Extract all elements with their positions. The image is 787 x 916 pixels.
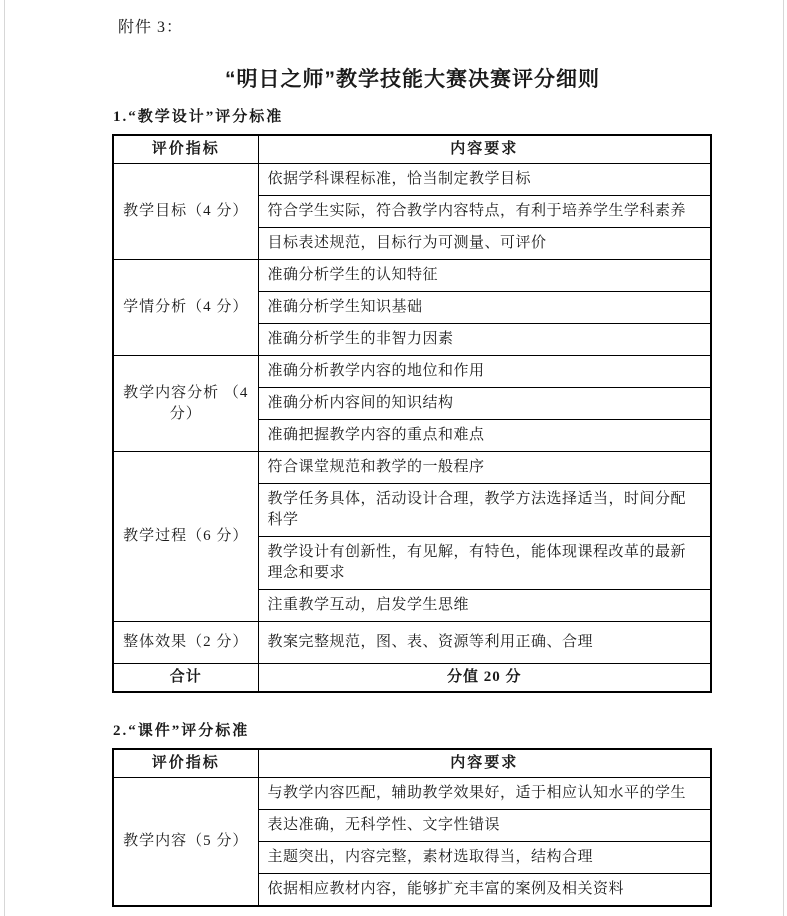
requirement-cell: 准确分析学生的认知特征 bbox=[258, 260, 711, 292]
requirement-cell: 符合课堂规范和教学的一般程序 bbox=[258, 452, 711, 484]
requirement-cell: 准确把握教学内容的重点和难点 bbox=[258, 420, 711, 452]
requirement-cell: 准确分析学生的非智力因素 bbox=[258, 324, 711, 356]
column-header-indicator: 评价指标 bbox=[113, 749, 258, 778]
score-table-teaching-design bbox=[112, 134, 712, 693]
column-header-requirement: 内容要求 bbox=[258, 749, 711, 778]
indicator-cell: 教学内容（5 分） bbox=[113, 778, 258, 907]
footer-label-cell: 合计 bbox=[113, 664, 258, 693]
requirement-cell: 教案完整规范，图、表、资源等利用正确、合理 bbox=[258, 622, 711, 664]
table-header-row bbox=[113, 749, 711, 778]
indicator-cell: 教学目标（4 分） bbox=[113, 164, 258, 260]
requirement-cell: 注重教学互动，启发学生思维 bbox=[258, 590, 711, 622]
column-header-indicator: 评价指标 bbox=[113, 135, 258, 164]
table-row bbox=[113, 164, 711, 196]
section-heading-teaching-design: 1.“教学设计”评分标准 bbox=[113, 109, 284, 125]
table-row bbox=[113, 356, 711, 388]
requirement-cell: 与教学内容匹配，辅助教学效果好，适于相应认知水平的学生 bbox=[258, 778, 711, 810]
table-row bbox=[113, 260, 711, 292]
requirement-cell: 依据学科课程标准，恰当制定教学目标 bbox=[258, 164, 711, 196]
page-left-edge bbox=[4, 0, 5, 916]
requirement-cell: 依据相应教材内容，能够扩充丰富的案例及相关资料 bbox=[258, 874, 711, 907]
table-footer-row bbox=[113, 664, 711, 693]
requirement-cell: 目标表述规范，目标行为可测量、可评价 bbox=[258, 228, 711, 260]
column-header-requirement: 内容要求 bbox=[258, 135, 711, 164]
table-row bbox=[113, 452, 711, 484]
table-row bbox=[113, 778, 711, 810]
requirement-cell: 准确分析教学内容的地位和作用 bbox=[258, 356, 711, 388]
requirement-cell: 符合学生实际，符合教学内容特点，有利于培养学生学科素养 bbox=[258, 196, 711, 228]
indicator-cell: 教学内容分析 （4 分） bbox=[113, 356, 258, 452]
indicator-cell: 教学过程（6 分） bbox=[113, 452, 258, 622]
attachment-label: 附件 3： bbox=[118, 19, 184, 36]
table-row bbox=[113, 622, 711, 664]
section-teaching-design bbox=[112, 105, 713, 693]
document-title: “明日之师”教学技能大赛决赛评分细则 bbox=[225, 68, 600, 91]
requirement-cell: 准确分析学生知识基础 bbox=[258, 292, 711, 324]
indicator-cell: 整体效果（2 分） bbox=[113, 622, 258, 664]
requirement-cell: 表达准确，无科学性、文字性错误 bbox=[258, 810, 711, 842]
section-heading-courseware: 2.“课件”评分标准 bbox=[113, 723, 250, 739]
requirement-cell: 教学设计有创新性，有见解，有特色，能体现课程改革的最新理念和要求 bbox=[258, 537, 711, 590]
document-content bbox=[112, 0, 713, 907]
page-right-edge bbox=[783, 0, 784, 916]
table-header-row bbox=[113, 135, 711, 164]
requirement-cell: 主题突出，内容完整，素材选取得当，结构合理 bbox=[258, 842, 711, 874]
requirement-cell: 教学任务具体，活动设计合理，教学方法选择适当，时间分配科学 bbox=[258, 484, 711, 537]
requirement-cell: 准确分析内容间的知识结构 bbox=[258, 388, 711, 420]
score-table-courseware bbox=[112, 748, 712, 907]
section-courseware bbox=[112, 719, 713, 907]
footer-value-cell: 分值 20 分 bbox=[258, 664, 711, 693]
indicator-cell: 学情分析（4 分） bbox=[113, 260, 258, 356]
